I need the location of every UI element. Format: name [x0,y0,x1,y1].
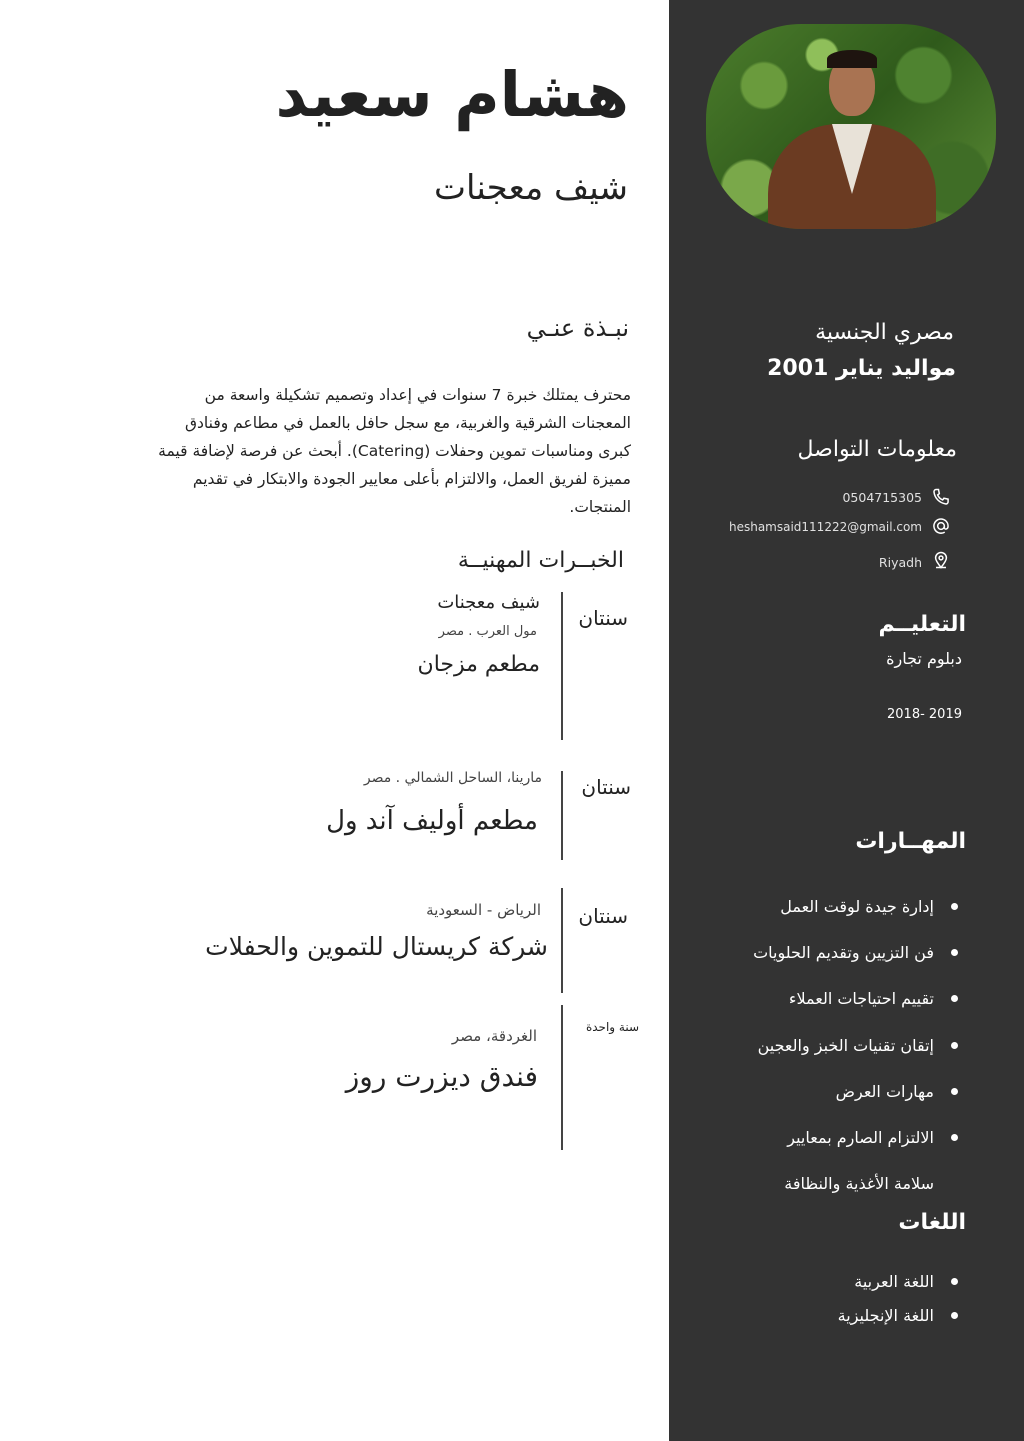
languages-heading: اللغات [898,1210,966,1235]
bullet-icon [951,1312,958,1319]
bullet-icon [951,995,958,1002]
at-icon [931,516,951,536]
experience-duration: سنتان [578,606,628,630]
profile-photo [706,24,996,229]
location-pin-icon [931,550,951,570]
about-line: المنتجات. [569,498,631,516]
bullet-icon [951,949,958,956]
education-degree: دبلوم تجارة [886,649,962,668]
experience-heading: الخبــرات المهنيــة [457,548,624,573]
skill-item: الالتزام الصارم بمعايير [787,1128,934,1147]
phone-icon [931,487,951,507]
phone-number[interactable]: 0504715305 [842,490,922,505]
experience-role: شيف معجنات [437,592,540,613]
bullet-icon [951,1134,958,1141]
about-heading: نبـذة عنـي [526,314,629,342]
about-line: محترف يمتلك خبرة 7 سنوات في إعداد وتصميم تشكيلة واسعة من [204,386,631,404]
job-title: شيف معجنات [434,168,628,208]
bullet-icon [951,1088,958,1095]
experience-duration: سنتان [578,904,628,928]
skill-item: إتقان تقنيات الخبز والعجين [757,1036,934,1055]
timeline-bar [561,771,563,860]
experience-location: الرياض - السعودية [426,901,541,919]
experience-location: مول العرب . مصر [438,624,537,639]
city: Riyadh [878,555,922,570]
nationality: مصري الجنسية [815,320,954,345]
about-line: كبرى ومناسبات تموين وحفلات (Catering). أبحث عن فرصة لإضافة قيمة [158,442,631,460]
language-item: اللغة الإنجليزية [837,1306,934,1325]
language-item: اللغة العربية [854,1272,934,1291]
experience-company: شركة كريستال للتموين والحفلات [205,932,548,961]
experience-location: الغردقة، مصر [451,1027,537,1045]
experience-company: فندق ديزرت روز [345,1060,538,1093]
experience-company: مطعم مزجان [417,652,540,677]
skill-item: مهارات العرض [835,1082,934,1101]
skill-item: تقييم احتياجات العملاء [788,989,934,1008]
education-heading: التعليــم [878,612,966,637]
bullet-icon [951,903,958,910]
education-years: 2018- 2019 [887,707,962,722]
experience-location: مارينا، الساحل الشمالي . مصر [363,770,542,786]
about-line: مميزة لفريق العمل، والالتزام بأعلى معايير الجودة والابتكار في تقديم [192,470,631,488]
experience-duration: سنتان [581,775,631,799]
skills-heading: المهــارات [855,829,966,854]
full-name: هشام سعيد [275,58,629,131]
timeline-bar [561,1005,563,1150]
about-line: المعجنات الشرقية والغربية، مع سجل حافل بالعمل في مطاعم وفنادق [185,414,631,432]
about-text [51,381,631,521]
skill-item: فن التزيين وتقديم الحلويات [753,943,934,962]
email-address[interactable]: heshamsaid111222@gmail.com [728,520,922,534]
birth-date: مواليد يناير 2001 [767,356,956,381]
timeline-bar [561,888,563,993]
bullet-icon [951,1042,958,1049]
contact-heading: معلومات التواصل [797,437,957,462]
experience-company: مطعم أوليف آند ول [326,806,538,836]
experience-duration: سنة واحدة [585,1020,639,1034]
timeline-bar [561,592,563,740]
skill-item: إدارة جيدة لوقت العمل [780,897,934,916]
bullet-icon [951,1278,958,1285]
skill-item: سلامة الأغذية والنظافة [784,1174,934,1193]
